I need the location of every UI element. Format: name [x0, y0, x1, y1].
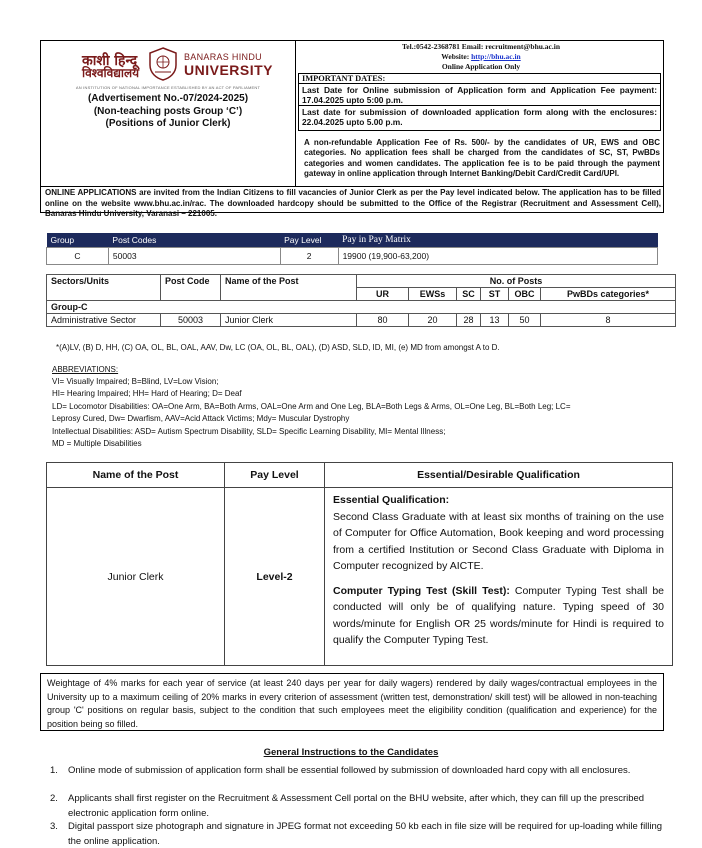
weightage-note: Weightage of 4% marks for each year of service (at least 240 days per year for daily wagers) rendered by daily wages/contractual employees in the University up to a maximum ceiling of 20% marks in every criterion of assessment (written test, demonstration/ skill test) will be allowed in non-teaching group 'C' positions on regular basis, subject to the condition that such employees meet the eligibility condition (qualification and experience) for the position being so filled.: [40, 673, 664, 731]
instruction-text: Online mode of submission of application form shall be essential followed by submission of downloaded hard copy with all enclosures.: [68, 765, 631, 776]
contact-line-website: [300, 52, 662, 61]
qual-header-qualification: Essential/Desirable Qualification: [325, 463, 673, 488]
pay-cell-group: C: [47, 247, 109, 264]
logo-tagline: AN INSTITUTION OF NATIONAL IMPORTANCE ESTABLISHED BY AN ACT OF PARLIAMENT: [75, 85, 261, 90]
pay-cell-pay-level: 2: [280, 247, 338, 264]
advertisement-category: (Non-teaching posts Group ‘C’): [93, 106, 243, 117]
important-dates-title: IMPORTANT DATES:: [299, 74, 660, 84]
qual-cell-level: Level-2: [225, 488, 325, 666]
instruction-number: 3.: [50, 821, 58, 832]
abbreviation-line: MD = Multiple Disabilities: [52, 439, 142, 448]
pwbd-footnote: *(A)LV, (B) D, HH, (C) OA, OL, BL, OAL, AAV, Dw, LC (OA, OL, BL, OAL), (D) ASD, SLD, ID, MI, (e) MD from amongst A to D.: [56, 343, 500, 352]
posts-data-row: [47, 314, 676, 327]
essential-qualification: [333, 492, 664, 575]
logo-english-line2: UNIVERSITY: [184, 62, 274, 78]
posts-cell-ur: 80: [357, 314, 409, 327]
abbreviations-title: ABBREVIATIONS:: [52, 365, 119, 374]
university-seal-icon: [148, 47, 178, 81]
posts-cell-pwbd: 8: [541, 314, 676, 327]
online-applications-text: ONLINE APPLICATIONS are invited from the Indian Citizens to fill vacancies of Junior Clerk as per the Pay level indicated below. The application has to be filled online on the website www.bhu.ac.in/rac. The downloaded hardcopy should be submitted to the Office of the Registrar (Recruitment and Assessment Cell), Banaras Hindu University, Varanasi – 221005.: [45, 188, 661, 218]
qualification-table: [46, 462, 673, 666]
instruction-number: 2.: [50, 793, 58, 804]
important-dates-box: [298, 73, 661, 131]
tel-value: 0542-2368781: [416, 42, 460, 51]
posts-group-label: Group-C: [47, 301, 676, 314]
instruction-item: [50, 820, 668, 848]
posts-subheader-pwbd: PwBDs categories*: [541, 288, 676, 301]
posts-cell-post-code: 50003: [161, 314, 221, 327]
posts-table: [46, 274, 676, 327]
contact-line-tel: [300, 42, 662, 51]
abbreviation-line: VI= Visually Impaired; B=Blind, LV=Low Vision;: [52, 377, 219, 386]
pay-cell-post-code: 50003: [108, 247, 280, 264]
qual-cell-qualification: [325, 488, 673, 666]
qual-header-pay-level: Pay Level: [225, 463, 325, 488]
pay-header-post-codes: Post Codes: [108, 233, 280, 247]
posts-header-row: [47, 275, 676, 288]
posts-cell-obc: 50: [509, 314, 541, 327]
advertisement-position: (Positions of Junior Clerk): [105, 118, 231, 129]
posts-subheader-st: ST: [481, 288, 509, 301]
fee-note: A non-refundable Application Fee of Rs. 500/- by the candidates of UR, EWS and OBC categories. No application fees shall be charged from the candidates of SC, ST, PwBDs categories and women candidates. The application fee is to be paid through the payment gateway in online application through Internet Banking/Debit Card/Credit Card/UPI.: [304, 138, 660, 178]
abbreviation-line: Intellectual Disabilities: ASD= Autism Spectrum Disability, SLD= Specific Learning Disability, MI= Mental Illness;: [52, 427, 446, 436]
posts-subheader-ews: EWSs: [409, 288, 457, 301]
posts-cell-post-name: Junior Clerk: [221, 314, 357, 327]
posts-subheader-ur: UR: [357, 288, 409, 301]
essential-qualification-text: Second Class Graduate with at least six months of training on the use of Computer for Office Automation, Book keeping and word processing from a certified Institution or Second Class Graduate with Diploma in Computer recognized by AICTE.: [333, 510, 664, 572]
email-value: recruitment@bhu.ac.in: [485, 42, 561, 51]
online-only-note: Online Application Only: [441, 62, 521, 71]
qual-header-row: [47, 463, 673, 488]
logo-english-line1: BANARAS HINDU: [184, 52, 262, 62]
instruction-text: Digital passport size photograph and signature in JPEG format not exceeding 50 kb each in file size will be required for up-loading while filling the online application.: [68, 821, 663, 847]
pay-table-header-row: [47, 233, 658, 247]
posts-group-row: [47, 301, 676, 314]
email-label: Email:: [461, 42, 484, 51]
website-link[interactable]: http://bhu.ac.in: [471, 52, 521, 61]
posts-subheader-sc: SC: [457, 288, 481, 301]
website-label: Website:: [441, 52, 470, 61]
pay-header-group: Group: [47, 233, 109, 247]
essential-qualification-title: Essential Qualification:: [333, 494, 450, 506]
abbreviation-line: LD= Locomotor Disabilities: OA=One Arm, BA=Both Arms, OAL=One Arm and One Leg, BLA=Both Legs & Arms, OL=One Leg, BL=Both Leg; LC=: [52, 402, 571, 411]
posts-header-no-of-posts: No. of Posts: [357, 275, 676, 288]
instruction-item: [50, 764, 668, 779]
pay-header-pay-matrix: Pay in Pay Matrix: [338, 233, 657, 247]
posts-cell-st: 13: [481, 314, 509, 327]
header-divider: [295, 40, 296, 186]
posts-cell-sc: 28: [457, 314, 481, 327]
typing-test-title: Computer Typing Test (Skill Test):: [333, 584, 510, 597]
instruction-text: Applicants shall first register on the Recruitment & Assessment Cell portal on the BHU website, after which, they can fill up the prescribed electronic application form online.: [68, 793, 645, 819]
posts-header-sector: Sectors/Units: [47, 275, 161, 301]
qual-cell-post: Junior Clerk: [47, 488, 225, 666]
instructions-title: General Instructions to the Candidates: [263, 747, 439, 758]
tel-label: Tel.:: [401, 42, 417, 51]
abbreviation-line: HI= Hearing Impaired; HH= Hard of Hearing; D= Deaf: [52, 389, 242, 398]
pay-header-pay-level: Pay Level: [280, 233, 338, 247]
posts-subheader-obc: OBC: [509, 288, 541, 301]
pay-matrix-table: [46, 233, 658, 265]
pay-table-row: [47, 247, 658, 264]
qual-data-row: [47, 488, 673, 666]
logo-hindi-line2: विश्वविद्यालय: [82, 66, 140, 80]
advertisement-number: (Advertisement No.-07/2024-2025): [87, 93, 249, 104]
typing-test-text: Computer Typing Test shall be conducted will only be of qualifying nature. Typing speed of 30 words/minute for English OR 25 words/minute for Hindi is required to qualify the Computer Typing Test.: [333, 584, 665, 646]
abbreviation-line: Leprosy Cured, Dw= Dwarfism, AAV=Acid Attack Victims; Mdy= Muscular Dystrophy: [52, 414, 350, 423]
hardcopy-last-date: Last date for submission of downloaded application form along with the enclosures: 22.04.2025 upto 5.00 p.m.: [302, 107, 657, 127]
logo-hindi-line1: काशी हिन्दू: [82, 53, 138, 69]
typing-test: [333, 583, 664, 649]
posts-header-post-name: Name of the Post: [221, 275, 357, 301]
posts-cell-ews: 20: [409, 314, 457, 327]
posts-cell-sector: Administrative Sector: [47, 314, 161, 327]
instruction-number: 1.: [50, 765, 58, 776]
online-last-date: Last Date for Online submission of Application form and Application Fee payment: 17.04.2025 upto 5:00 p.m.: [299, 84, 660, 106]
posts-header-post-code: Post Code: [161, 275, 221, 301]
qual-header-post: Name of the Post: [47, 463, 225, 488]
pay-cell-pay-matrix: 19900 (19,900-63,200): [338, 247, 657, 264]
instruction-item: [50, 792, 668, 821]
